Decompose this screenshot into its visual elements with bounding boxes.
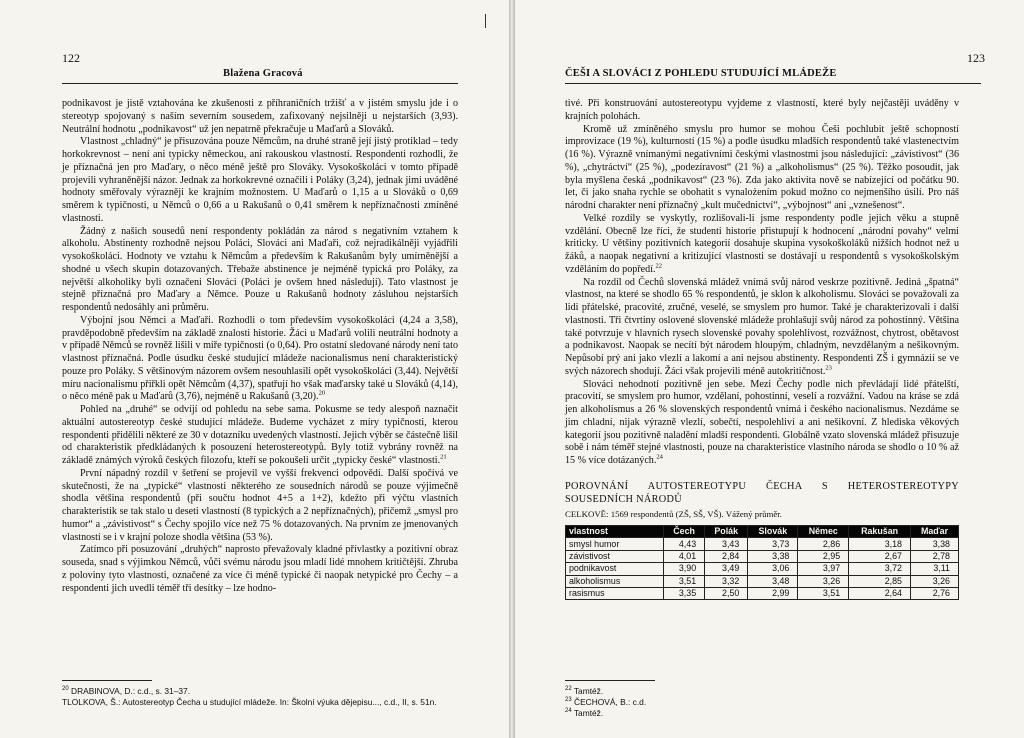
column-header: vlastnost — [566, 526, 664, 538]
paragraph: podnikavost je jistě vztahována ke zkušenosti z příhraničních tržišť a v jistém smyslu jde i o stereotyp spojovaný s naším severním sousedem, zafixovaný nejsilněji u nejstarších (3,93). Neutrální hodnotu „podnikavost“ už jen nepatrně překračuje u Maďarů a Slováků. — [62, 98, 458, 135]
table-cell: 2,95 — [798, 550, 849, 562]
table-cell: 2,64 — [849, 587, 911, 599]
table-cell: 3,43 — [705, 538, 748, 550]
running-head-title: ČEŠI A SLOVÁCI Z POHLEDU STUDUJÍCÍ MLÁDEŽE — [565, 68, 837, 79]
table-cell: 3,11 — [911, 563, 959, 575]
paragraph — [565, 379, 959, 468]
paragraph-text: Výbojní jsou Němci a Maďaři. Rozhodli o tom především vysokoškoláci (4,24 a 3,58), pravděpodobně především na základě znalosti historie. Žáci u Maďarů volili neutrální hodnoty a v případě Němců se rovněž lišili v míře typičnosti (o 0,64). Pro ostatní sledované národy není tato vlastnost příznačná. Podle úsudku české studující mládeže nacionalismus není charakteristický pouze pro Poláky. S většinovým názorem ovšem nesouhlasili opět vysokoškoláci (3,44). Největší míru nacionalismu přiřkli opět Němcům (4,37), spatřují ho však maďarsky také u Slováků (4,14), o něco méně pak u Maďarů (3,76), nejméně u Rakušanů (3,20). — [62, 314, 458, 403]
table-cell: rasismus — [566, 587, 664, 599]
table-row — [566, 563, 959, 575]
left-page — [0, 0, 509, 738]
paragraph: Vlastnost „chladný“ je přisuzována pouze Němcům, na druhé straně její jistý protiklad – tedy horkokrevnost – není ani typicky německou, ani rakouskou vlastností. Respondenti rozhodli, že je příznačná jen pro Maďary, o něco méně ještě pro Slováky. Vysokoškoláci v tomto případě projevili vyhraněnější názor. Jednak za horkokrevné označili i Poláky (3,24), jednak jimi uváděné hodnoty směřovaly výrazněji ke krajním možnostem. U Maďarů o 1,15 a u Slováků o 0,69 směrem k typičnosti, u Němců o 0,66 a u Rakušanů o 0,41 směrem k nepříznačnosti zmíněné vlastnosti. — [62, 136, 458, 224]
table-note: CELKOVĚ: 1569 respondentů (ZŠ, SŠ, VŠ). Vážený průměr. — [565, 509, 782, 520]
header-rule — [62, 83, 458, 84]
table-cell: 3,38 — [748, 550, 798, 562]
paragraph: První nápadný rozdíl v šetření se projevil ve vyšší frekvenci odpovědí. Další spočívá ve skutečnosti, že na „typické“ vlastnosti některého ze sousedních národů se pouze výjimečně shodla většina respondentů (při součtu hodnot 4+5 a 1+2), kdežto při výčtu vlastních charakteristik se tak stalo u deseti vlastností (8 typických a 2 nepříznačných), přičemž „smysl pro humor“ a „závistivost“ s Čechy spojilo více než 75 % dotazovaných. Na prvním ze jmenovaných vlastností se i v krajní poloze shodla většina (53 %). — [62, 467, 458, 543]
comparison-table — [565, 525, 959, 600]
table-cell: 2,84 — [705, 550, 748, 562]
footnotes — [565, 686, 965, 719]
paragraph-text: Pohled na „druhé“ se odvíjí od pohledu na sebe sama. Pokusme se tedy alespoň naznačit aktuální autostereotyp české studující mládeže. Budeme vycházet z míry typičnosti, kterou respondenti přidělili některé ze 30 v dotazníku uvedených vlastností. Jejich výběr se částečně lišil od charakteristik předkládaných k posouzení heterostereotypů. Byly totiž vybrány rovněž na základě známých výroků českých filozofu, kteří se pokoušeli určit „typicky české“ vlastnosti. — [62, 404, 458, 466]
right-page — [515, 0, 1024, 738]
running-head-author: Blažena Gracová — [223, 68, 303, 79]
table-cell: 3,90 — [664, 563, 705, 575]
page-number: 122 — [62, 51, 80, 65]
table-cell: 3,06 — [748, 563, 798, 575]
table-cell: 2,67 — [849, 550, 911, 562]
paragraph: Zatímco při posuzování „druhých“ naprosto převažovaly kladné přívlastky a pozitivní obraz souseda, snad s výjimkou Němců, vůči svému národu jsou mladí lidé mnohem kritičtější. Zhruba z poloviny tyto vlastnosti, označené za více či méně typické či naopak netypické pro Čechy – a respondenti jich uvedli téměř tři desítky – lze hodno- — [62, 544, 458, 594]
column-header: Rakušan — [849, 526, 911, 538]
footnote-ref: 21 — [440, 453, 447, 461]
footnote: $^{20}$ DRABINOVA, D.: c.d., s. 31–37. — [62, 686, 191, 696]
left-body-text — [62, 98, 458, 595]
table-cell: 2,85 — [849, 575, 911, 587]
table-cell: alkoholismus — [566, 575, 664, 587]
header-rule — [565, 83, 981, 84]
table-cell: 2,50 — [705, 587, 748, 599]
column-header: Polák — [705, 526, 748, 538]
column-header: Němec — [798, 526, 849, 538]
paragraph — [62, 404, 458, 468]
column-header: Maďar — [911, 526, 959, 538]
footnote-rule — [565, 680, 655, 681]
table-row — [566, 587, 959, 599]
paragraph: tivé. Při konstruování autostereotypu vyjdeme z vlastností, které byly nejčastěji uváděny v krajních polohách. — [565, 98, 959, 122]
table-cell: podnikavost — [566, 563, 664, 575]
footnote-rule — [62, 680, 152, 681]
paragraph-text: Velké rozdíly se vyskytly, rozlišovali-li jsme respondenty podle jejich věku a stupně vzdělání. Obecně lze říci, že studenti historie přistupují k hodnocení „národní povahy“ velmi kriticky. U většiny pozitivních kategorií dosahuje skupina vysokoškoláků nižších hodnot než u žáků, a naopak negativní a kritizující vlastnosti se dostávají u respondentů s vysokoškolským vzděláním do popředí. — [565, 212, 959, 275]
table-cell: 3,32 — [705, 575, 748, 587]
footnote: $^{22}$ Tamtéž. — [565, 686, 604, 696]
table-cell: 3,35 — [664, 587, 705, 599]
table-cell: 3,72 — [849, 563, 911, 575]
table-row — [566, 575, 959, 587]
column-header: Čech — [664, 526, 705, 538]
table-cell: 2,99 — [748, 587, 798, 599]
table-cell: 2,86 — [798, 538, 849, 550]
footnote: $^{24}$ Tamtéž. — [565, 708, 604, 718]
table-cell: 2,76 — [911, 587, 959, 599]
table-cell: 2,78 — [911, 550, 959, 562]
table-cell: 3,97 — [798, 563, 849, 575]
paragraph-text: Na rozdíl od Čechů slovenská mládež vnímá svůj národ veskrze pozitivně. Jediná „špatná“ vlastnost, na které se shodlo 65 % respondentů, je sklon k alkoholismu. Slováci se považovali za lidi přátelské, pracovité, zručné, veselé, se smyslem pro humor. Také je charakterizovali i další vlastnosti. Tři čtvrtiny oslovené slovenské mládeže prohlašují svůj národ za pohostinný. Většina také potvrzuje v hlavních rysech slovenské povahy spolehlivost, rozvážnost, chytrost, obětavost a podnikavost. Naopak se necítí být národem hloupým, chladným, nevzdělaným a nešikovným. Nepůsobí prý ani jako vlezlí a lakomí a ani nejsou abstinenty. Respondenti ZŠ i gymnázií se ve svých názorech shodují. Žáci však projevili méně autokritičnost. — [565, 276, 959, 377]
table-cell: 3,26 — [911, 575, 959, 587]
table-cell: 3,49 — [705, 563, 748, 575]
table-cell: 3,18 — [849, 538, 911, 550]
table-cell: 4,01 — [664, 550, 705, 562]
footnotes — [62, 686, 462, 708]
paragraph — [565, 213, 959, 277]
paragraph: Žádný z našich sousedů není respondenty pokládán za národ s negativním vztahem k alkoholu. Abstinenty rozhodně nejsou Poláci, Slováci ani Maďaři, což nejradikálněji vyjádřili vysokoškoláci. Hodnoty ve vztahu k Němcům a především k Rakušanům byly umírněnější a shodné u všech skupin dotazovaných. Třebaže abstinence je nejméně typická pro Poláky, za největší alkoholiky byli označeni Slováci (Poláci je ovšem hned následují). Tato vlastnost je stejně příznačná pro Maďary a Němce. Pouze u Rakušanů hodnoty zásluhou nejstarších respondentů nedosáhly ani průměru. — [62, 225, 458, 313]
footnote-ref: 20 — [318, 389, 326, 397]
table-cell: 3,51 — [798, 587, 849, 599]
paragraph-text: Slováci nehodnotí pozitivně jen sebe. Mezi Čechy podle nich převládají lidé přátelští, pracovití, se smyslem pro humor, vzdělaní, pohostinní, veselí a rozvážní. Vadou na kráse se zdá jen alkoholismus a 26 % slovenských respondentů vnímá i českého nacionalismus. Nezdáme se jim chladní, nijak výrazně vlezlí, sobečtí, nespolehliví a ani nešikovní. Z hlediska věkových kategorií jsou pozitivně naladění mladší respondenti. Globálně vzato slovenská mládež přisuzuje sobě i nám téměř stejné vlastnosti, pouze na charakteristice vlastního národa se shodlo o 10 % až 15 % více dotázaných. — [565, 378, 959, 466]
table-cell: 3,73 — [748, 538, 798, 550]
table-header-row — [566, 526, 959, 538]
table-cell: 3,38 — [911, 538, 959, 550]
section-title: POROVNÁNÍ AUTOSTEREOTYPU ČECHA S HETEROSTEREOTYPY SOUSEDNÍCH NÁRODŮ — [565, 480, 959, 505]
table-row — [566, 538, 959, 550]
table-cell: 3,51 — [664, 575, 705, 587]
footnote: $^{23}$ ČECHOVÁ, B.: c.d. — [565, 697, 647, 707]
page-number: 123 — [967, 51, 985, 65]
table-cell: smysl humor — [566, 538, 664, 550]
column-header: Slovák — [748, 526, 798, 538]
right-body-text — [565, 98, 959, 600]
footnote-ref: 24 — [656, 453, 663, 461]
footnote: TLOLKOVA, Š.: Autostereotyp Čecha u studující mládeže. In: Školní výuka dějepisu..., c.d., II, s. 51n. — [62, 697, 437, 707]
table-cell: 3,26 — [798, 575, 849, 587]
table-cell: 3,48 — [748, 575, 798, 587]
paragraph — [62, 315, 458, 404]
table-cell: 4,43 — [664, 538, 705, 550]
paragraph: Kromě už zmíněného smyslu pro humor se mohou Češi pochlubit ještě schopností improvizace (19 %), kulturností (15 %) a podle úsudku mladších respondentů také vlastenectvím (16 %). Výrazně vnímanými negativními českými vlastnostmi jsou následující: „závistivost“ (36 %), „chytráctví“ (25 %), „podezíravost“ (21 %) a „alkoholismus“ (25 %). Těžko posoudit, jak byla myšlena česká „podnikavost“ (23 %). Zda jako aktivita nově se nabízející od počátku 90. let, či jako snaha rychle se obohatit s vynalożením pokud možno co nejmenšího úsilí. Pro náš národní charakter není příznačný „kult mučednictví“, „výbojnost“ ani „vznešenost“. — [565, 123, 959, 211]
table-row — [566, 550, 959, 562]
paragraph — [565, 277, 959, 379]
footnote-ref: 23 — [825, 364, 832, 372]
footnote-ref: 22 — [655, 262, 663, 270]
table-cell: závistivost — [566, 550, 664, 562]
